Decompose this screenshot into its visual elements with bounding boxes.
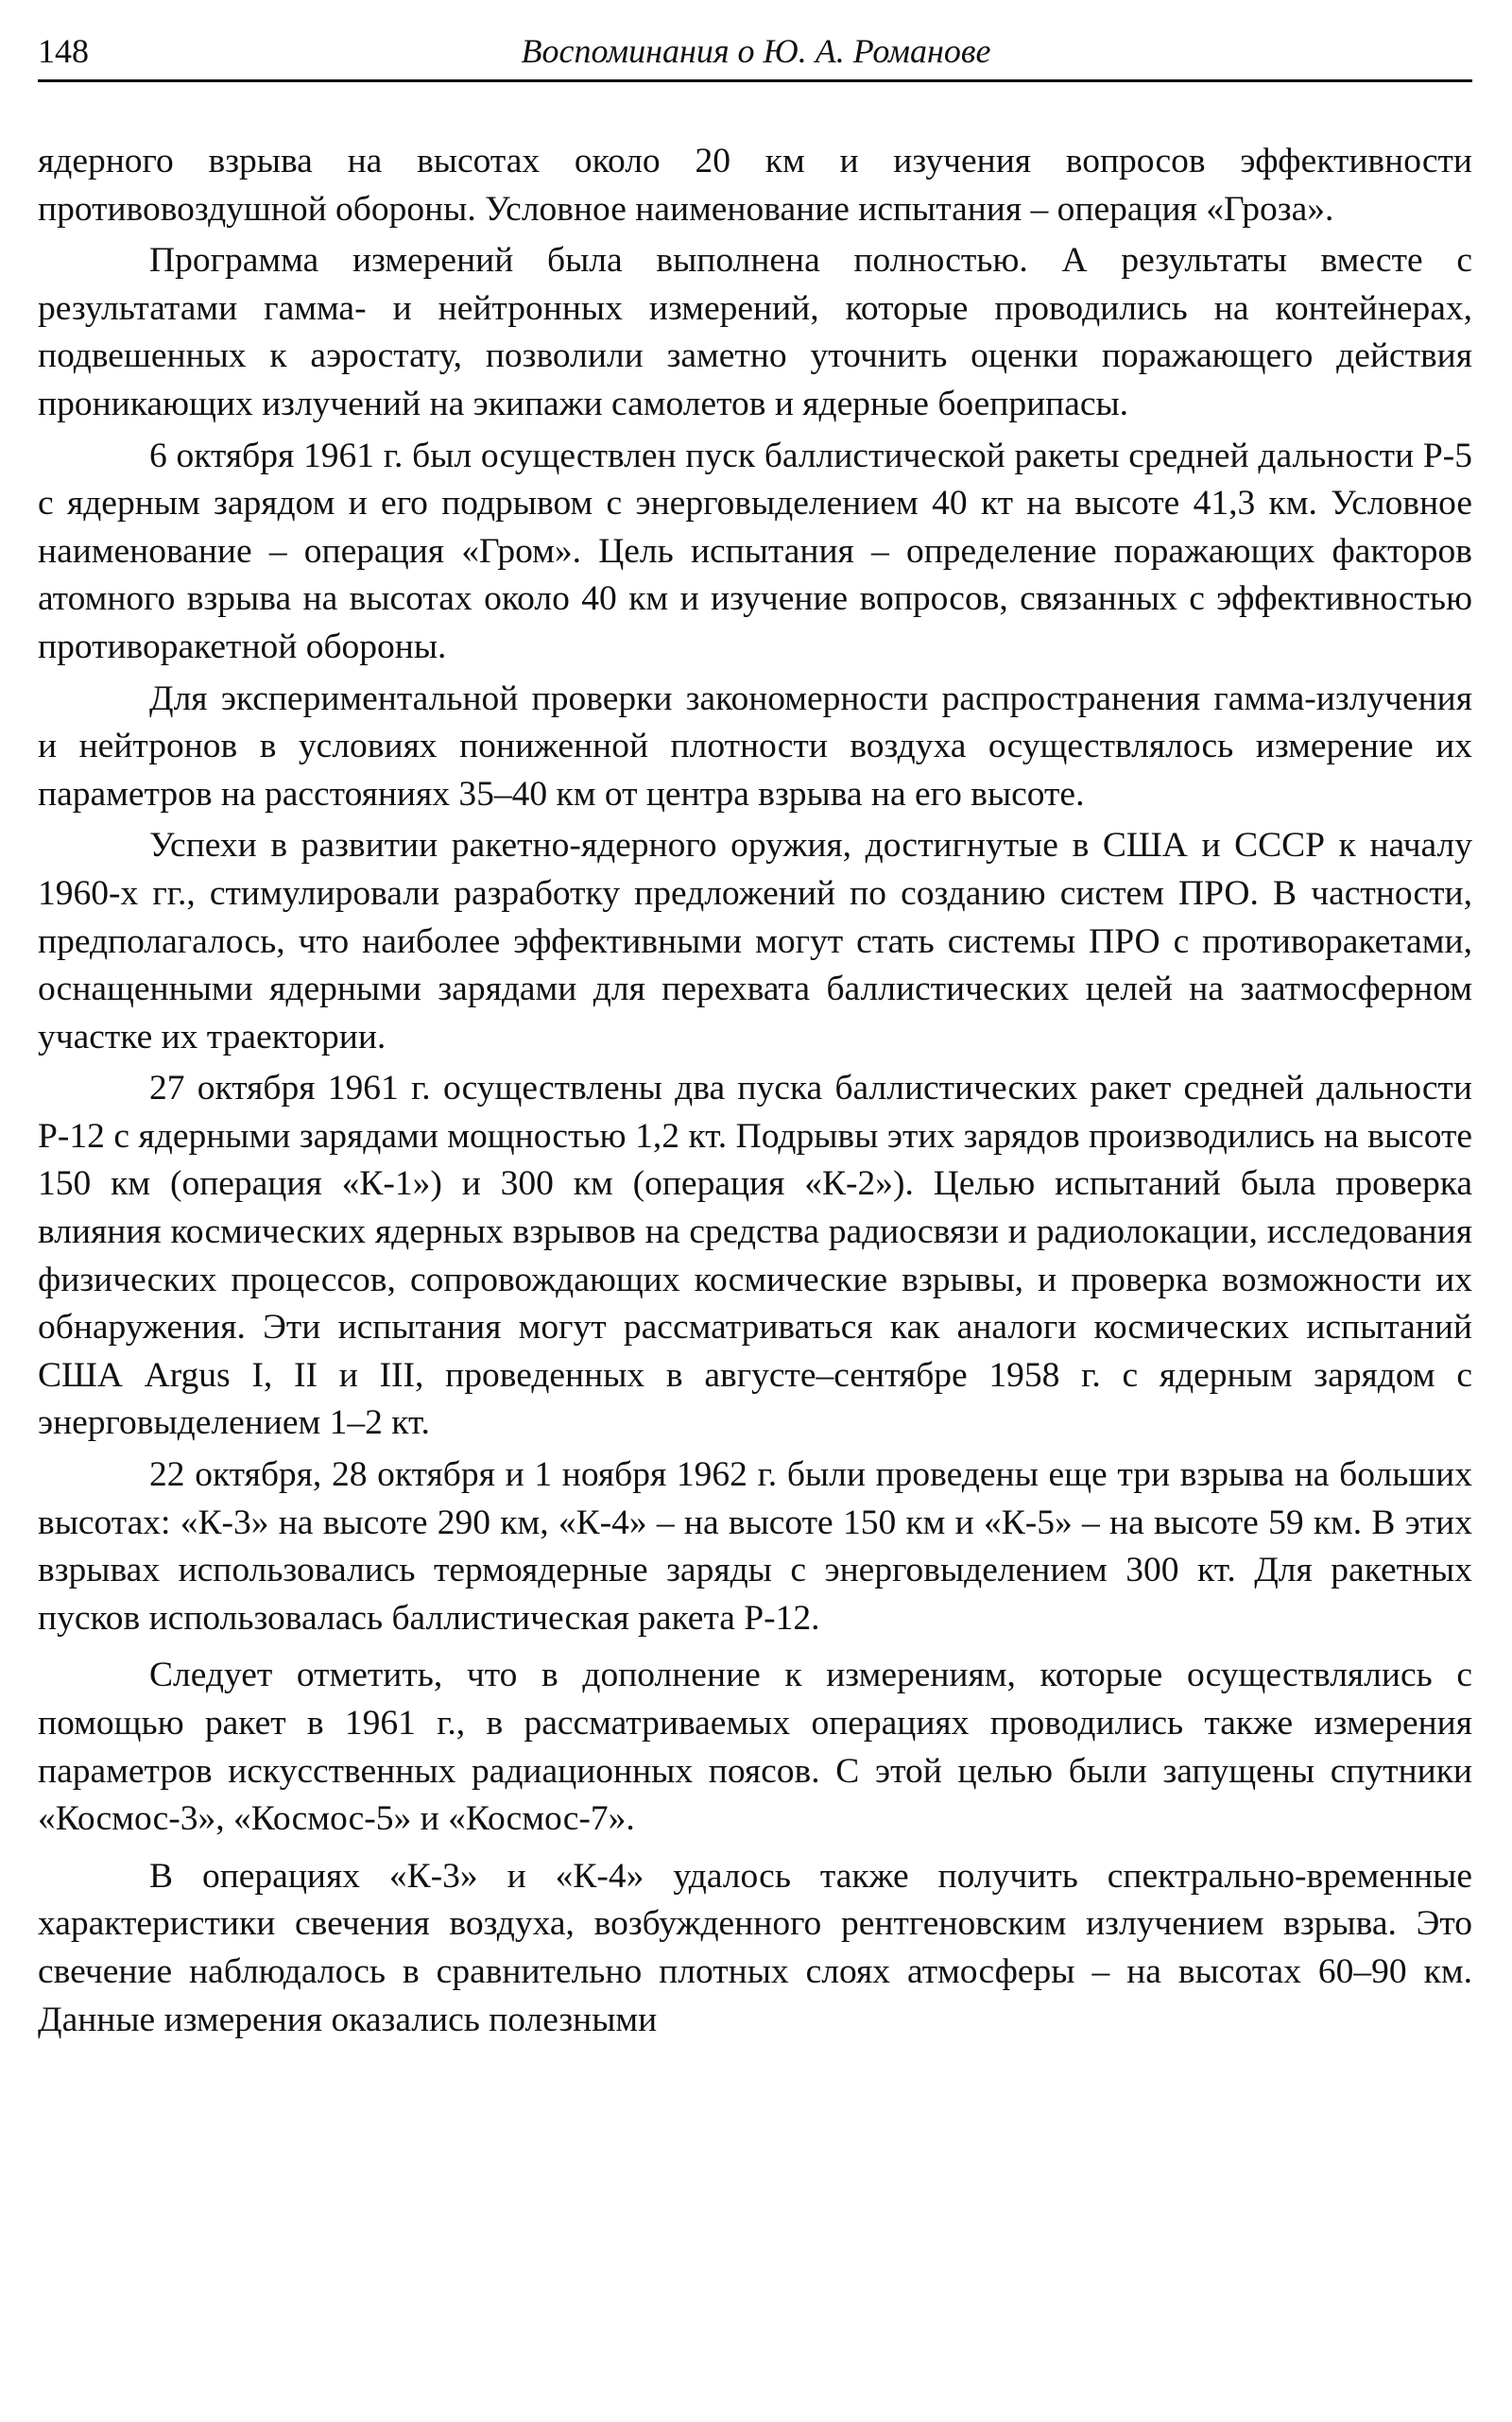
paragraph: Для экспериментальной проверки закономерности распространения гамма-излучения и нейтронов в условиях пониженной плотности воздуха осуществлялось измерение их параметров на расстояниях 35–40 км от центра взрыва на его высоте. (38, 679, 1472, 814)
paragraph: 27 октября 1961 г. осуществлены два пуска баллистических ракет средней дальности Р-12 с ядерными зарядами мощностью 1,2 кт. Подрывы этих зарядов производились на высоте 150 км (операция «К-1») и 300 км (операция «К-2»). Целью испытаний была проверка влияния космических ядерных взрывов на средства радиосвязи и радиолокации, исследования физических процессов, сопровождающих космические взрывы, и проверка возможности их обнаружения. Эти испытания могут рассматриваться как аналоги космических испытаний США Argus I, II и III, проведенных в августе–сентябре 1958 г. с ядерным зарядом с энерговыделением 1–2 кт. (38, 1069, 1472, 1443)
header-divider (38, 79, 1472, 82)
running-header (38, 26, 1474, 83)
paragraph: 6 октября 1961 г. был осуществлен пуск баллистической ракеты средней дальности Р-5 с ядерным зарядом и его подрывом с энерговыделением 40 кт на высоте 41,3 км. Условное наименование – операция «Гром». Цель испытания – определение поражающих факторов атомного взрыва на высотах около 40 км и изучение вопросов, связанных с эффективностью противоракетной обороны. (38, 436, 1472, 666)
running-title: Воспоминания о Ю. А. Романове (521, 32, 991, 70)
paragraph: 22 октября, 28 октября и 1 ноября 1962 г. были проведены еще три взрыва на больших высотах: «К-3» на высоте 290 км, «К-4» – на высоте 150 км и «К-5» – на высоте 59 км. В этих взрывах использовались термоядерные заряды с энерговыделением 300 кт. Для ракетных пусков использовалась баллистическая ракета Р-12. (38, 1455, 1472, 1638)
paragraph: В операциях «К-3» и «К-4» удалось также получить спектрально-временные характеристики свечения воздуха, возбужденного рентгеновским излучением взрыва. Это свечение наблюдалось в сравнительно плотных слоях атмосферы – на высотах 60–90 км. Данные измерения оказались полезными (38, 1856, 1472, 2039)
paragraph: Программа измерений была выполнена полностью. А результаты вместе с результатами гамма- и нейтронных измерений, которые проводились на контейнерах, подвешенных к аэростату, позволили заметно уточнить оценки поражающего действия проникающих излучений на экипажи самолетов и ядерные боеприпасы. (38, 241, 1472, 423)
page-number: 148 (38, 32, 89, 70)
body-text (38, 138, 1472, 2044)
paragraph-continued: ядерного взрыва на высотах около 20 км и изучения вопросов эффективности противовоздушной обороны. Условное наименование испытания – операция «Гроза». (38, 142, 1472, 229)
paragraph: Успехи в развитии ракетно-ядерного оружия, достигнутые в США и СССР к началу 1960-х гг., стимулировали разработку предложений по созданию систем ПРО. В частности, предполагалось, что наиболее эффективными могут стать системы ПРО с противоракетами, оснащенными ядерными зарядами для перехвата баллистических целей на заатмосферном участке их траектории. (38, 826, 1472, 1056)
paragraph: Следует отметить, что в дополнение к измерениям, которые осуществлялись с помощью ракет в 1961 г., в рассматриваемых операциях проводились также измерения параметров искусственных радиационных поясов. С этой целью были запущены спутники «Космос-3», «Космос-5» и «Космос-7». (38, 1656, 1472, 1839)
